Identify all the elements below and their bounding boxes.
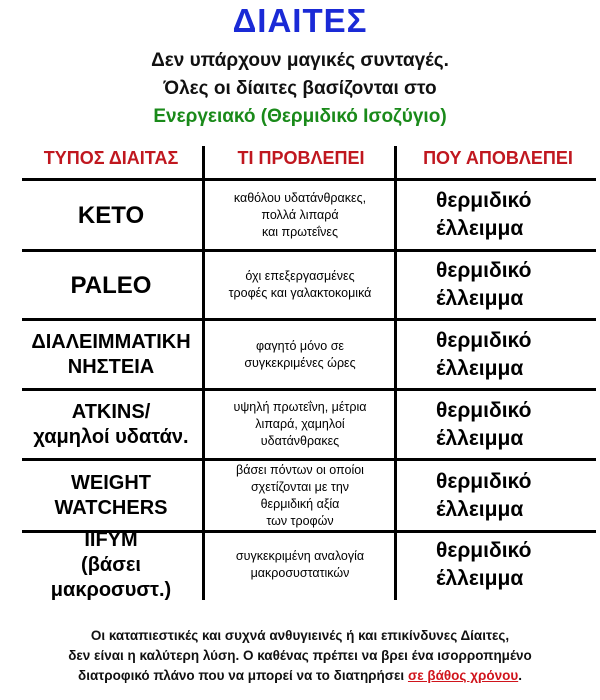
diet-type-cell [22, 181, 200, 249]
footer-line-2: δεν είναι η καλύτερη λύση. Ο καθένας πρέπει να βρει ένα ισορροπημένο [68, 648, 532, 663]
diet-aim-cell-line: έλλειμμα [436, 356, 524, 380]
diet-aim-cell-line: θερμιδικό [436, 398, 532, 422]
diet-aim-cell-line: θερμιδικό [436, 328, 532, 352]
diet-aim-cell [400, 181, 590, 249]
diet-provides-cell [206, 321, 394, 388]
diet-provides-cell-line: υψηλή πρωτεΐνη, μέτρια [233, 400, 367, 414]
column-header-aims: ΠΟΥ ΑΠΟΒΛΕΠΕΙ [423, 148, 573, 168]
diet-aim-cell [400, 252, 590, 318]
diet-type-cell-line: PALEO [70, 271, 152, 299]
diet-aim-cell-line: θερμιδικό [436, 189, 532, 212]
diet-type-cell-line: (βάσει μακροσυστ.) [50, 553, 172, 601]
diet-type-cell-line: ΔΙΑΛΕΙΜΜΑΤΙΚΗ [31, 330, 191, 353]
diet-type-cell-line: WEIGHT [71, 471, 151, 494]
diet-type-cell-line: ΝΗΣΤΕΙΑ [67, 355, 155, 378]
diet-type-cell [22, 528, 200, 601]
footer-line-3-text: διατροφικό πλάνο που να μπορεί να το διατηρήσει [78, 668, 405, 683]
diet-provides-cell [206, 181, 394, 249]
diet-aim-cell [400, 533, 590, 597]
diet-aim-cell-line: έλλειμμα [436, 497, 524, 521]
diet-provides-cell-line: συγκεκριμένη αναλογία [235, 549, 365, 563]
diet-provides-cell-line: θερμιδική αξία [260, 496, 340, 511]
column-header-diet-type: ΤΥΠΟΣ ΔΙΑΙΤΑΣ [43, 148, 179, 168]
subtitle-line-2: Όλες οι δίαιτες βασίζονται στο [163, 78, 437, 99]
diet-type-cell [22, 321, 200, 388]
diet-aim-cell-line: θερμιδικό [436, 539, 532, 562]
diet-provides-cell-line: υδατάνθρακες [260, 434, 340, 448]
diet-provides-cell-line: βάσει πόντων οι οποίοι [236, 462, 364, 477]
footer-line-1: Οι καταπιεστικές και συχνά ανθυγιεινές ή και επικίνδυνες Δίαιτες, [90, 628, 510, 643]
diet-type-cell-line: KETO [77, 201, 145, 229]
footer-note [0, 626, 600, 686]
diet-aim-cell-line: έλλειμμα [436, 426, 524, 450]
diet-provides-cell-line: των τροφών [266, 513, 334, 528]
column-header-provides: ΤΙ ΠΡΟΒΛΕΠΕΙ [237, 148, 365, 168]
diet-type-cell-line: ATKINS/ [71, 400, 151, 423]
diet-aim-cell-line: θερμιδικό [436, 259, 532, 282]
diet-provides-cell-line: συγκεκριμένες ώρες [244, 355, 356, 370]
diet-provides-cell-line: σχετίζονται με την [250, 479, 350, 494]
diet-aim-cell-line: έλλειμμα [436, 567, 524, 590]
diet-type-cell [22, 252, 200, 318]
diet-aim-cell [400, 391, 590, 458]
diet-type-cell-line: χαμηλοί υδατάν. [33, 425, 189, 448]
diet-provides-cell-line: πολλά λιπαρά [261, 207, 339, 222]
subtitle-line-3-energy-balance: Ενεργειακό (Θερμιδικό Ισοζύγιο) [153, 106, 447, 127]
diet-type-cell [22, 461, 200, 530]
diet-provides-cell [206, 533, 394, 597]
diet-aim-cell [400, 461, 590, 530]
diet-provides-cell-line: όχι επεξεργασμένες [245, 269, 355, 283]
diet-type-cell-line: IIFYM [84, 528, 138, 551]
diet-provides-cell-line: τροφές και γαλακτοκομικά [228, 286, 372, 300]
diet-provides-cell-line: λιπαρά, χαμηλοί [255, 417, 345, 431]
diet-type-cell-line: WATCHERS [54, 496, 168, 519]
diet-aim-cell-line: έλλειμμα [436, 217, 524, 240]
footer-highlight-long-term: σε βάθος χρόνου [407, 668, 519, 683]
diet-provides-cell-line: φαγητό μόνο σε [255, 338, 344, 353]
diet-aim-cell-line: έλλειμμα [436, 287, 524, 310]
diet-provides-cell-line: μακροσυστατικών [250, 566, 350, 580]
footer-line-3-end: . [518, 668, 522, 683]
diet-aim-cell [400, 321, 590, 388]
diet-provides-cell-line: και πρωτεΐνες [261, 224, 339, 239]
diet-aim-cell-line: θερμιδικό [436, 469, 532, 493]
subtitle-line-1: Δεν υπάρχουν μαγικές συνταγές. [151, 50, 449, 71]
diet-provides-cell [206, 252, 394, 318]
footer-line-3 [0, 666, 600, 686]
diet-provides-cell [206, 391, 394, 458]
diet-provides-cell [206, 461, 394, 530]
diet-type-cell [22, 391, 200, 458]
diet-provides-cell-line: καθόλου υδατάνθρακες, [233, 190, 367, 205]
page-title: ΔΙΑΙΤΕΣ [232, 2, 368, 39]
